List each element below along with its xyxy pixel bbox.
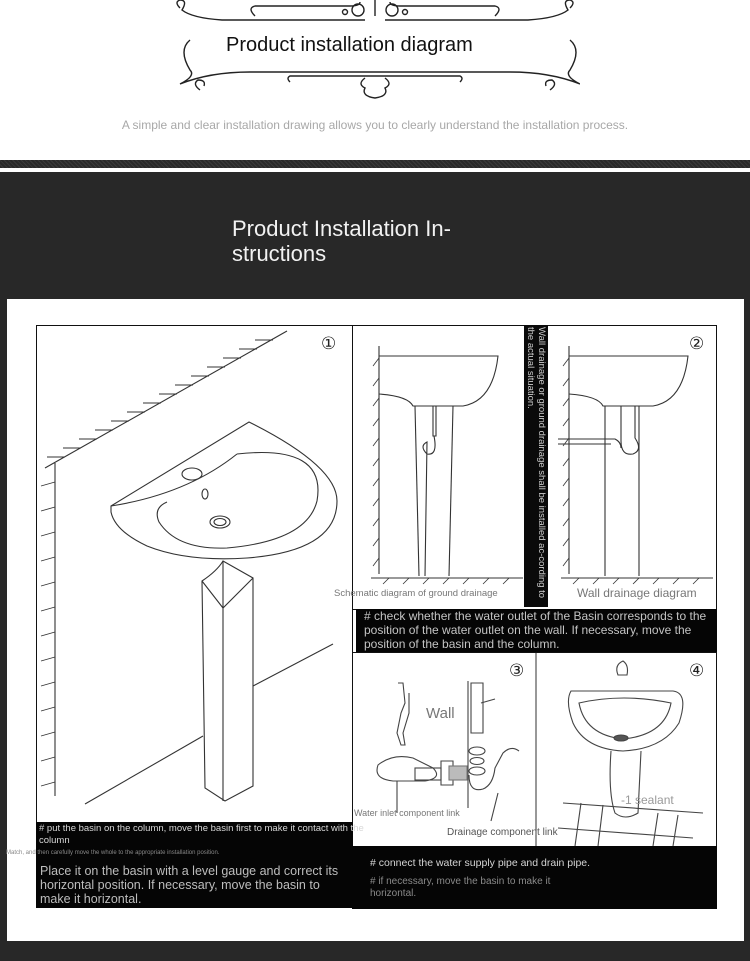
- step-1-caption-small: Match, and then carefully move the whole to the appropriate installation position.: [6, 850, 220, 856]
- ground-drainage-label: Schematic diagram of ground drainage: [334, 588, 498, 599]
- drainage-component-label: Drainage component link: [447, 827, 558, 838]
- step-4-caption: # connect the water supply pipe and drain pipe.: [370, 857, 591, 869]
- wall-drainage-label: Wall drainage diagram: [577, 586, 697, 600]
- wall-label: Wall: [426, 705, 455, 722]
- step-2-caption: # check whether the water outlet of the Basin corresponds to the position of the water outlet on the wall. If necessary, move the position of the basin and the column.: [364, 609, 707, 651]
- basin-column-illustration: [37, 326, 352, 824]
- step-number: ③: [509, 661, 525, 680]
- sealant-label: -1 sealant: [621, 793, 674, 807]
- header-title: Product installation diagram: [222, 32, 516, 62]
- step-4-caption-detail: # if necessary, move the basin to make it horizontal.: [370, 876, 551, 899]
- section-title: Product Installation In- structions: [232, 216, 451, 266]
- divider-stripe: [0, 160, 750, 168]
- step-number: ①: [321, 334, 337, 353]
- side-note-text: Wall drainage or ground drainage shall be installed ac-cording to the actual situation.: [525, 327, 547, 599]
- step-number: ②: [689, 334, 705, 353]
- step-number: ④: [689, 661, 705, 680]
- step-1-caption-detail: Place it on the basin with a level gauge and correct its horizontal position. If necessary, move the basin to make it horizontal.: [40, 864, 339, 906]
- water-inlet-label: Water inlet component link: [354, 808, 460, 818]
- header-subtitle: A simple and clear installation drawing allows you to clearly understand the installation process.: [121, 118, 629, 132]
- step-3-4-panel: [352, 652, 717, 847]
- step-1-caption: # put the basin on the column, move the basin first to make it contact with the column: [39, 823, 364, 846]
- step-1-panel: [36, 325, 353, 825]
